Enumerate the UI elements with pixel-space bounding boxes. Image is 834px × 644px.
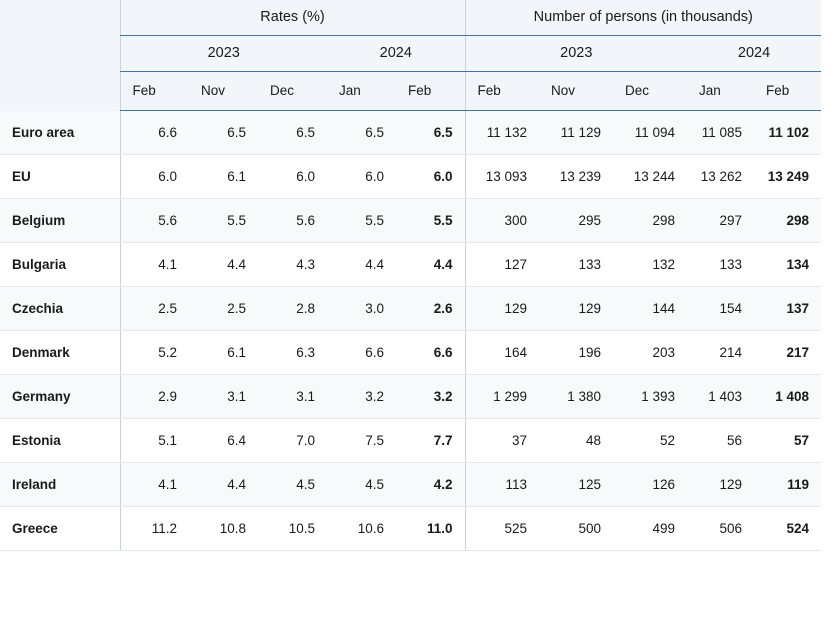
cell-rate: 10.5 (258, 507, 327, 551)
table-body (0, 111, 821, 551)
cell-rate: 5.5 (327, 199, 396, 243)
cell-persons: 129 (687, 463, 754, 507)
cell-rate: 4.4 (327, 243, 396, 287)
table-header (0, 0, 821, 111)
cell-persons: 11 085 (687, 111, 754, 155)
cell-rate: 4.4 (189, 243, 258, 287)
cell-persons: 129 (465, 287, 539, 331)
cell-persons: 11 132 (465, 111, 539, 155)
header-row-months (0, 72, 821, 111)
cell-persons: 214 (687, 331, 754, 375)
group-header-rates: Rates (%) (120, 0, 465, 36)
header-row-groups (0, 0, 821, 36)
cell-persons-latest: 137 (754, 287, 821, 331)
cell-persons: 164 (465, 331, 539, 375)
cell-persons-latest: 298 (754, 199, 821, 243)
cell-persons: 52 (613, 419, 687, 463)
cell-persons-latest: 1 408 (754, 375, 821, 419)
row-country-label: Bulgaria (0, 243, 120, 287)
cell-persons: 11 129 (539, 111, 613, 155)
cell-rate: 4.5 (258, 463, 327, 507)
cell-persons: 1 380 (539, 375, 613, 419)
cell-rate: 2.5 (189, 287, 258, 331)
month-header-rates-jan-2024: Jan (327, 72, 396, 111)
cell-rate-latest: 6.6 (396, 331, 465, 375)
table-row (0, 463, 821, 507)
month-header-rates-feb-2023: Feb (120, 72, 189, 111)
cell-rate: 6.5 (258, 111, 327, 155)
row-country-label: Czechia (0, 287, 120, 331)
cell-rate-latest: 7.7 (396, 419, 465, 463)
cell-persons: 127 (465, 243, 539, 287)
cell-rate: 3.1 (189, 375, 258, 419)
cell-rate: 3.1 (258, 375, 327, 419)
cell-persons: 56 (687, 419, 754, 463)
cell-rate-latest: 6.0 (396, 155, 465, 199)
cell-persons: 133 (539, 243, 613, 287)
cell-persons: 297 (687, 199, 754, 243)
cell-rate-latest: 4.4 (396, 243, 465, 287)
year-header-persons-2023: 2023 (465, 36, 687, 72)
cell-persons: 506 (687, 507, 754, 551)
cell-persons-latest: 57 (754, 419, 821, 463)
table-row (0, 155, 821, 199)
cell-rate: 4.5 (327, 463, 396, 507)
cell-rate: 10.6 (327, 507, 396, 551)
year-header-rates-2023: 2023 (120, 36, 327, 72)
cell-persons: 13 239 (539, 155, 613, 199)
cell-persons: 154 (687, 287, 754, 331)
cell-persons-latest: 119 (754, 463, 821, 507)
month-header-persons-dec-2023: Dec (613, 72, 687, 111)
cell-rate-latest: 3.2 (396, 375, 465, 419)
cell-persons: 11 094 (613, 111, 687, 155)
cell-persons: 37 (465, 419, 539, 463)
month-header-persons-feb-2023: Feb (465, 72, 539, 111)
cell-rate: 6.5 (327, 111, 396, 155)
cell-rate: 6.6 (327, 331, 396, 375)
year-header-rates-2024: 2024 (327, 36, 465, 72)
cell-persons: 1 403 (687, 375, 754, 419)
cell-persons: 133 (687, 243, 754, 287)
table-row (0, 375, 821, 419)
row-country-label: Euro area (0, 111, 120, 155)
month-header-persons-jan-2024: Jan (687, 72, 754, 111)
cell-persons: 125 (539, 463, 613, 507)
cell-persons-value: 13 262 (700, 169, 743, 184)
table-row (0, 243, 821, 287)
cell-persons: 1 299 (465, 375, 539, 419)
cell-persons: 13 093 (465, 155, 539, 199)
cell-rate: 10.8 (189, 507, 258, 551)
cell-rate: 4.1 (120, 463, 189, 507)
cell-rate: 5.6 (120, 199, 189, 243)
cell-persons (687, 155, 754, 199)
cell-rate: 7.5 (327, 419, 396, 463)
year-header-persons-2024: 2024 (687, 36, 821, 72)
cell-persons-latest: 134 (754, 243, 821, 287)
cell-rate: 5.2 (120, 331, 189, 375)
cell-rate: 2.9 (120, 375, 189, 419)
cell-rate: 7.0 (258, 419, 327, 463)
cell-persons: 295 (539, 199, 613, 243)
cell-persons: 525 (465, 507, 539, 551)
cell-persons: 132 (613, 243, 687, 287)
table-row (0, 419, 821, 463)
cell-rate: 2.8 (258, 287, 327, 331)
row-country-label: Denmark (0, 331, 120, 375)
cell-persons: 1 393 (613, 375, 687, 419)
row-country-label: Estonia (0, 419, 120, 463)
cell-rate: 6.6 (120, 111, 189, 155)
month-header-rates-dec-2023: Dec (258, 72, 327, 111)
cell-persons-latest: 524 (754, 507, 821, 551)
row-country-label: EU (0, 155, 120, 199)
cell-persons: 126 (613, 463, 687, 507)
header-corner-blank-2 (0, 36, 120, 72)
cell-rate: 3.0 (327, 287, 396, 331)
cell-persons-latest: 217 (754, 331, 821, 375)
cell-rate: 6.5 (189, 111, 258, 155)
table-row (0, 199, 821, 243)
cell-persons: 300 (465, 199, 539, 243)
cell-rate: 5.6 (258, 199, 327, 243)
cell-rate-latest: 11.0 (396, 507, 465, 551)
cell-rate: 6.1 (189, 331, 258, 375)
cell-rate: 6.0 (258, 155, 327, 199)
cell-rate: 4.3 (258, 243, 327, 287)
cell-rate: 6.0 (327, 155, 396, 199)
cell-rate: 6.4 (189, 419, 258, 463)
cell-rate: 6.1 (189, 155, 258, 199)
cell-rate-latest: 4.2 (396, 463, 465, 507)
row-country-label: Belgium (0, 199, 120, 243)
table-row (0, 331, 821, 375)
cell-rate: 6.0 (120, 155, 189, 199)
header-corner-blank (0, 0, 120, 36)
cell-rate: 3.2 (327, 375, 396, 419)
table-row (0, 111, 821, 155)
cell-persons: 113 (465, 463, 539, 507)
cell-rate: 11.2 (120, 507, 189, 551)
cell-persons-latest: 13 249 (754, 155, 821, 199)
cell-rate: 4.4 (189, 463, 258, 507)
month-header-rates-nov-2023: Nov (189, 72, 258, 111)
cell-rate: 4.1 (120, 243, 189, 287)
cell-rate-latest: 2.6 (396, 287, 465, 331)
month-header-rates-feb-2024: Feb (396, 72, 465, 111)
table-row (0, 287, 821, 331)
group-header-persons: Number of persons (in thousands) (465, 0, 821, 36)
table-row (0, 507, 821, 551)
cell-rate: 6.3 (258, 331, 327, 375)
cell-persons: 129 (539, 287, 613, 331)
cell-persons: 13 244 (613, 155, 687, 199)
cell-rate: 2.5 (120, 287, 189, 331)
cell-rate: 5.5 (189, 199, 258, 243)
row-country-label: Germany (0, 375, 120, 419)
cell-persons: 500 (539, 507, 613, 551)
cell-rate-latest: 6.5 (396, 111, 465, 155)
month-header-persons-feb-2024: Feb (754, 72, 821, 111)
cell-rate-latest: 5.5 (396, 199, 465, 243)
cell-rate: 5.1 (120, 419, 189, 463)
cell-persons: 196 (539, 331, 613, 375)
header-row-years (0, 36, 821, 72)
cell-persons: 203 (613, 331, 687, 375)
month-header-persons-nov-2023: Nov (539, 72, 613, 111)
cell-persons-latest: 11 102 (754, 111, 821, 155)
cell-persons: 499 (613, 507, 687, 551)
cell-persons: 48 (539, 419, 613, 463)
row-country-label: Greece (0, 507, 120, 551)
cell-persons: 298 (613, 199, 687, 243)
cell-persons: 144 (613, 287, 687, 331)
row-country-label: Ireland (0, 463, 120, 507)
header-corner-blank-3 (0, 72, 120, 111)
